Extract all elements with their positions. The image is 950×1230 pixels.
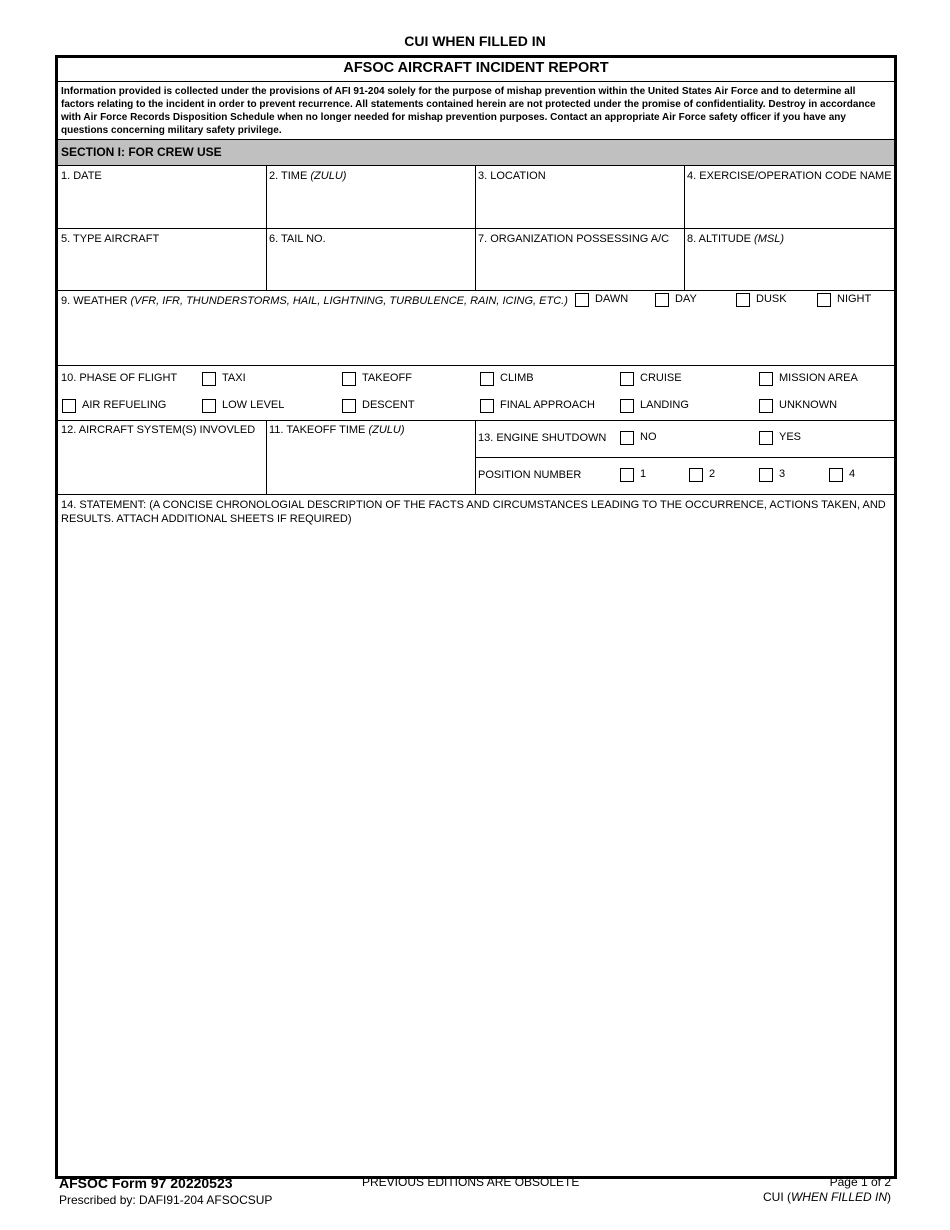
unknown-label: UNKNOWN <box>779 399 838 411</box>
unknown-checkbox[interactable] <box>759 399 773 413</box>
cruise-checkbox[interactable] <box>620 372 634 386</box>
landing-checkbox[interactable] <box>620 399 634 413</box>
divider <box>58 165 894 166</box>
cruise-label: CRUISE <box>640 372 682 384</box>
divider <box>58 494 894 495</box>
position-2-label: 2 <box>709 468 716 480</box>
position-2-checkbox[interactable] <box>689 468 703 482</box>
form-id: AFSOC Form 97 20220523 <box>59 1175 233 1191</box>
position-3-checkbox[interactable] <box>759 468 773 482</box>
privacy-statement: Information provided is collected under the provisions of AFI 91-204 solely for the purpose of mishap prevention within the United States Air Force and to determine all factors relating to the incident in order to prevent recurrence. All statements contained herein are not protected under the promise of confidentiality. Destroy in accordance with Air Force Records Disposition Schedule when no longer needed for mishap prevention purposes. Contact an appropriate Air Force safety officer if you have any questions concerning military safety privilege. <box>61 86 876 136</box>
type-aircraft-label: 5. TYPE AIRCRAFT <box>61 233 160 245</box>
dusk-checkbox[interactable] <box>736 293 750 307</box>
time-label: 2. TIME (ZULU) <box>269 170 347 182</box>
climb-label: CLIMB <box>500 372 534 384</box>
organization-label: 7. ORGANIZATION POSSESSING A/C <box>478 233 670 245</box>
taxi-checkbox[interactable] <box>202 372 216 386</box>
location-label: 3. LOCATION <box>478 170 546 182</box>
low-level-checkbox[interactable] <box>202 399 216 413</box>
position-number-label: POSITION NUMBER <box>478 469 582 481</box>
tail-no-label: 6. TAIL NO. <box>269 233 326 245</box>
position-4-label: 4 <box>849 468 856 480</box>
position-4-checkbox[interactable] <box>829 468 843 482</box>
takeoff-label: TAKEOFF <box>362 372 412 384</box>
night-checkbox[interactable] <box>817 293 831 307</box>
taxi-label: TAXI <box>222 372 246 384</box>
low-level-label: LOW LEVEL <box>222 399 285 411</box>
dawn-checkbox[interactable] <box>575 293 589 307</box>
divider <box>58 420 894 421</box>
air-refueling-checkbox[interactable] <box>62 399 76 413</box>
engine-shutdown-label: 13. ENGINE SHUTDOWN <box>478 432 607 444</box>
descent-label: DESCENT <box>362 399 415 411</box>
divider <box>266 420 267 494</box>
section-heading: SECTION I: FOR CREW USE <box>58 140 894 165</box>
position-3-label: 3 <box>779 468 786 480</box>
shutdown-no-checkbox[interactable] <box>620 431 634 445</box>
shutdown-yes-label: YES <box>779 431 802 443</box>
footer-classification: CUI (WHEN FILLED IN) <box>762 1190 891 1204</box>
phase-label: 10. PHASE OF FLIGHT <box>61 372 178 384</box>
divider <box>475 457 894 458</box>
landing-label: LANDING <box>640 399 689 411</box>
altitude-label: 8. ALTITUDE (MSL) <box>687 233 784 245</box>
form-title: AFSOC AIRCRAFT INCIDENT REPORT <box>343 60 609 76</box>
climb-checkbox[interactable] <box>480 372 494 386</box>
date-label: 1. DATE <box>61 170 102 182</box>
position-1-label: 1 <box>640 468 647 480</box>
night-label: NIGHT <box>837 293 872 305</box>
obsolete-notice: PREVIOUS EDITIONS ARE OBSOLETE <box>362 1175 580 1189</box>
divider <box>58 228 894 229</box>
day-checkbox[interactable] <box>655 293 669 307</box>
dusk-label: DUSK <box>756 293 787 305</box>
dawn-label: DAWN <box>595 293 629 305</box>
final-approach-label: FINAL APPROACH <box>500 399 595 411</box>
form-frame <box>55 55 897 1179</box>
air-refueling-label: AIR REFUELING <box>82 399 167 411</box>
classification-header: CUI WHEN FILLED IN <box>404 33 546 49</box>
descent-checkbox[interactable] <box>342 399 356 413</box>
page-number: Page 1 of 2 <box>829 1175 891 1189</box>
divider <box>58 365 894 366</box>
systems-label: 12. AIRCRAFT SYSTEM(S) INVOVLED <box>61 424 256 436</box>
shutdown-yes-checkbox[interactable] <box>759 431 773 445</box>
mission-area-checkbox[interactable] <box>759 372 773 386</box>
statement-label: 14. STATEMENT: (A CONCISE CHRONOLOGIAL DESCRIPTION OF THE FACTS AND CIRCUMSTANCES LEADING TO THE OCCURRENCE, ACTIONS TAKEN, AND RESULTS. ATTACH ADDITIONAL SHEETS IF REQUIRED) <box>61 499 886 525</box>
exercise-label: 4. EXERCISE/OPERATION CODE NAME <box>687 170 892 182</box>
divider <box>58 81 894 82</box>
takeoff-checkbox[interactable] <box>342 372 356 386</box>
shutdown-no-label: NO <box>640 431 657 443</box>
final-approach-checkbox[interactable] <box>480 399 494 413</box>
divider <box>58 290 894 291</box>
position-1-checkbox[interactable] <box>620 468 634 482</box>
takeoff-time-label: 11. TAKEOFF TIME (ZULU) <box>269 424 405 436</box>
mission-area-label: MISSION AREA <box>779 372 858 384</box>
day-label: DAY <box>675 293 697 305</box>
prescribed-by: Prescribed by: DAFI91-204 AFSOCSUP <box>59 1193 273 1207</box>
weather-label: 9. WEATHER (VFR, IFR, THUNDERSTORMS, HAIL, LIGHTNING, TURBULENCE, RAIN, ICING, ETC.) <box>61 295 568 307</box>
